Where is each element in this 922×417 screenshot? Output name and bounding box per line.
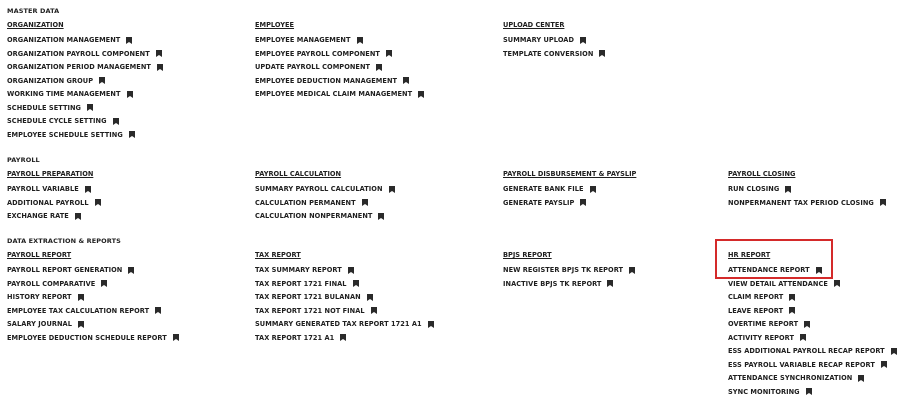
menu-item-organization-management[interactable]	[7, 34, 247, 48]
menu-item-tax-report-1721-final[interactable]	[255, 277, 495, 291]
group-header-employee[interactable]: EMPLOYEE	[255, 21, 295, 29]
menu-item-tax-report-1721-not-final[interactable]	[255, 304, 495, 318]
bookmark-icon[interactable]	[362, 199, 368, 206]
bookmark-icon[interactable]	[880, 199, 886, 206]
menu-item-employee-payroll-component[interactable]	[255, 47, 495, 61]
menu-item-label: EMPLOYEE DEDUCTION SCHEDULE REPORT	[7, 333, 167, 342]
menu-group-tax-report	[255, 250, 495, 345]
bookmark-icon[interactable]	[85, 186, 91, 193]
menu-item-label: ATTENDANCE REPORT	[728, 266, 810, 275]
group-header-payroll-report[interactable]: PAYROLL REPORT	[7, 251, 72, 259]
menu-item-label: ESS PAYROLL VARIABLE RECAP REPORT	[728, 360, 875, 369]
menu-item-label: ORGANIZATION PAYROLL COMPONENT	[7, 49, 150, 58]
bookmark-icon[interactable]	[629, 267, 635, 274]
bookmark-icon[interactable]	[376, 64, 382, 71]
section-title-master-data: MASTER DATA	[7, 7, 60, 15]
bookmark-icon[interactable]	[580, 199, 586, 206]
menu-item-leave-report[interactable]	[728, 304, 922, 318]
menu-item-label: WORKING TIME MANAGEMENT	[7, 90, 121, 99]
bookmark-icon[interactable]	[156, 50, 162, 57]
bookmark-icon[interactable]	[378, 213, 384, 220]
bookmark-icon[interactable]	[357, 37, 363, 44]
bookmark-icon[interactable]	[428, 321, 434, 328]
menu-group-employee	[255, 20, 495, 101]
menu-item-label: PAYROLL VARIABLE	[7, 185, 79, 194]
group-header-payroll-preparation[interactable]: PAYROLL PREPARATION	[7, 170, 94, 178]
menu-item-employee-medical-claim-management[interactable]	[255, 88, 495, 102]
bookmark-icon[interactable]	[389, 186, 395, 193]
menu-item-label: SUMMARY PAYROLL CALCULATION	[255, 185, 383, 194]
menu-item-schedule-cycle-setting[interactable]	[7, 115, 247, 129]
group-header-hr-report[interactable]: HR REPORT	[728, 251, 771, 259]
group-header-organization[interactable]: ORGANIZATION	[7, 21, 64, 29]
menu-group-payroll-report	[7, 250, 247, 345]
menu-item-employee-deduction-schedule-report[interactable]	[7, 331, 247, 345]
menu-item-payroll-variable[interactable]	[7, 183, 247, 197]
menu-item-new-register-bpjs-tk-report[interactable]	[503, 264, 743, 278]
bookmark-icon[interactable]	[858, 375, 864, 382]
menu-item-view-detail-attendance[interactable]	[728, 277, 922, 291]
bookmark-icon[interactable]	[599, 50, 605, 57]
menu-item-additional-payroll[interactable]	[7, 196, 247, 210]
menu-item-label: TAX REPORT 1721 BULANAN	[255, 293, 361, 302]
bookmark-icon[interactable]	[348, 267, 354, 274]
menu-group-upload-center	[503, 20, 743, 61]
bookmark-icon[interactable]	[99, 77, 105, 84]
menu-item-label: ATTENDANCE SYNCHRONIZATION	[728, 374, 853, 383]
bookmark-icon[interactable]	[418, 91, 424, 98]
bookmark-icon[interactable]	[128, 267, 134, 274]
menu-item-label: EXCHANGE RATE	[7, 212, 69, 221]
group-header-payroll-closing[interactable]: PAYROLL CLOSING	[728, 170, 796, 178]
menu-item-label: SYNC MONITORING	[728, 387, 800, 396]
bookmark-icon[interactable]	[78, 294, 84, 301]
menu-item-nonpermanent-tax-period-closing[interactable]	[728, 196, 922, 210]
menu-item-ess-additional-payroll-recap-report[interactable]	[728, 345, 922, 359]
menu-group-payroll-preparation	[7, 169, 247, 223]
menu-item-payroll-report-generation[interactable]	[7, 264, 247, 278]
menu-group-organization	[7, 20, 247, 142]
bookmark-icon[interactable]	[340, 334, 346, 341]
menu-item-label: EMPLOYEE MANAGEMENT	[255, 36, 351, 45]
menu-item-attendance-synchronization[interactable]	[728, 372, 922, 386]
menu-item-label: HISTORY REPORT	[7, 293, 72, 302]
bookmark-icon[interactable]	[126, 37, 132, 44]
section-title-data-extraction-and-reports: DATA EXTRACTION & REPORTS	[7, 237, 121, 245]
menu-item-label: VIEW DETAIL ATTENDANCE	[728, 279, 828, 288]
bookmark-icon[interactable]	[789, 294, 795, 301]
menu-item-history-report[interactable]	[7, 291, 247, 305]
menu-item-label: TAX REPORT 1721 A1	[255, 333, 335, 342]
menu-item-salary-journal[interactable]	[7, 318, 247, 332]
menu-item-label: NONPERMANENT TAX PERIOD CLOSING	[728, 198, 874, 207]
menu-item-label: ORGANIZATION GROUP	[7, 76, 94, 85]
menu-item-summary-payroll-calculation[interactable]	[255, 183, 495, 197]
menu-group-bpjs-report	[503, 250, 743, 291]
bookmark-icon[interactable]	[403, 77, 409, 84]
bookmark-icon[interactable]	[78, 321, 84, 328]
bookmark-icon[interactable]	[580, 37, 586, 44]
bookmark-icon[interactable]	[607, 280, 613, 287]
bookmark-icon[interactable]	[157, 64, 163, 71]
menu-item-payroll-comparative[interactable]	[7, 277, 247, 291]
menu-item-label: TEMPLATE CONVERSION	[503, 49, 594, 58]
group-header-tax-report[interactable]: TAX REPORT	[255, 251, 301, 259]
bookmark-icon[interactable]	[127, 91, 133, 98]
menu-item-calculation-nonpermanent[interactable]	[255, 210, 495, 224]
menu-item-employee-deduction-management[interactable]	[255, 74, 495, 88]
bookmark-icon[interactable]	[834, 280, 840, 287]
bookmark-icon[interactable]	[800, 334, 806, 341]
bookmark-icon[interactable]	[590, 186, 596, 193]
menu-item-update-payroll-component[interactable]	[255, 61, 495, 75]
menu-item-label: EMPLOYEE MEDICAL CLAIM MANAGEMENT	[255, 90, 413, 99]
bookmark-icon[interactable]	[75, 213, 81, 220]
menu-item-label: SUMMARY GENERATED TAX REPORT 1721 A1	[255, 320, 422, 329]
menu-item-label: GENERATE PAYSLIP	[503, 198, 575, 207]
bookmark-icon[interactable]	[129, 131, 135, 138]
menu-item-tax-summary-report[interactable]	[255, 264, 495, 278]
group-header-payroll-calculation[interactable]: PAYROLL CALCULATION	[255, 170, 342, 178]
bookmark-icon[interactable]	[806, 388, 812, 395]
menu-item-summary-generated-tax-report-1721-a1[interactable]	[255, 318, 495, 332]
menu-group-payroll-calculation	[255, 169, 495, 223]
highlight-box	[715, 239, 833, 279]
menu-item-label: ESS ADDITIONAL PAYROLL RECAP REPORT	[728, 347, 885, 356]
menu-item-label: GENERATE BANK FILE	[503, 185, 584, 194]
bookmark-icon[interactable]	[353, 280, 359, 287]
menu-item-employee-schedule-setting[interactable]	[7, 128, 247, 142]
menu-item-label: CLAIM REPORT	[728, 293, 784, 302]
bookmark-icon[interactable]	[881, 361, 887, 368]
menu-item-label: UPDATE PAYROLL COMPONENT	[255, 63, 371, 72]
menu-item-label: SALARY JOURNAL	[7, 320, 72, 329]
menu-item-label: RUN CLOSING	[728, 185, 780, 194]
menu-item-generate-bank-file[interactable]	[503, 183, 743, 197]
menu-item-label: OVERTIME REPORT	[728, 320, 799, 329]
bookmark-icon[interactable]	[371, 307, 377, 314]
menu-item-label: PAYROLL REPORT GENERATION	[7, 266, 123, 275]
bookmark-icon[interactable]	[101, 280, 107, 287]
menu-item-label: ORGANIZATION MANAGEMENT	[7, 36, 121, 45]
menu-item-label: SCHEDULE CYCLE SETTING	[7, 117, 107, 126]
menu-item-tax-report-1721-a1[interactable]	[255, 331, 495, 345]
menu-item-activity-report[interactable]	[728, 331, 922, 345]
menu-item-generate-payslip[interactable]	[503, 196, 743, 210]
menu-item-summary-upload[interactable]	[503, 34, 743, 48]
menu-item-calculation-permanent[interactable]	[255, 196, 495, 210]
menu-item-label: PAYROLL COMPARATIVE	[7, 279, 96, 288]
menu-item-inactive-bpjs-tk-report[interactable]	[503, 277, 743, 291]
menu-item-claim-report[interactable]	[728, 291, 922, 305]
bookmark-icon[interactable]	[785, 186, 791, 193]
menu-item-label: SUMMARY UPLOAD	[503, 36, 574, 45]
menu-item-label: EMPLOYEE SCHEDULE SETTING	[7, 130, 123, 139]
menu-item-exchange-rate[interactable]	[7, 210, 247, 224]
menu-item-label: TAX SUMMARY REPORT	[255, 266, 342, 275]
bookmark-icon[interactable]	[367, 294, 373, 301]
menu-item-run-closing[interactable]	[728, 183, 922, 197]
menu-item-tax-report-1721-bulanan[interactable]	[255, 291, 495, 305]
menu-item-label: LEAVE REPORT	[728, 306, 784, 315]
menu-item-label: EMPLOYEE DEDUCTION MANAGEMENT	[255, 76, 398, 85]
menu-item-sync-monitoring[interactable]	[728, 385, 922, 399]
menu-item-label: ORGANIZATION PERIOD MANAGEMENT	[7, 63, 151, 72]
menu-item-template-conversion[interactable]	[503, 47, 743, 61]
menu-item-label: INACTIVE BPJS TK REPORT	[503, 279, 602, 288]
section-title-payroll: PAYROLL	[7, 156, 40, 164]
menu-item-overtime-report[interactable]	[728, 318, 922, 332]
bookmark-icon[interactable]	[95, 199, 101, 206]
bookmark-icon[interactable]	[155, 307, 161, 314]
group-header-payroll-disbursement-and-payslip[interactable]: PAYROLL DISBURSEMENT & PAYSLIP	[503, 170, 637, 178]
menu-group-payroll-disbursement-and-payslip	[503, 169, 743, 210]
menu-item-working-time-management[interactable]	[7, 88, 247, 102]
bookmark-icon[interactable]	[789, 307, 795, 314]
menu-item-label: EMPLOYEE PAYROLL COMPONENT	[255, 49, 380, 58]
bookmark-icon[interactable]	[386, 50, 392, 57]
bookmark-icon[interactable]	[804, 321, 810, 328]
menu-item-organization-period-management[interactable]	[7, 61, 247, 75]
menu-item-label: CALCULATION NONPERMANENT	[255, 212, 373, 221]
menu-item-label: TAX REPORT 1721 FINAL	[255, 279, 347, 288]
group-header-upload-center[interactable]: UPLOAD CENTER	[503, 21, 565, 29]
bookmark-icon[interactable]	[87, 104, 93, 111]
menu-item-label: CALCULATION PERMANENT	[255, 198, 356, 207]
bookmark-icon[interactable]	[891, 348, 897, 355]
menu-item-organization-group[interactable]	[7, 74, 247, 88]
bookmark-icon[interactable]	[173, 334, 179, 341]
menu-group-payroll-closing	[728, 169, 922, 210]
menu-item-label: TAX REPORT 1721 NOT FINAL	[255, 306, 365, 315]
menu-item-organization-payroll-component[interactable]	[7, 47, 247, 61]
menu-item-label: ACTIVITY REPORT	[728, 333, 795, 342]
menu-item-label: ADDITIONAL PAYROLL	[7, 198, 89, 207]
menu-item-label: NEW REGISTER BPJS TK REPORT	[503, 266, 624, 275]
menu-item-employee-management[interactable]	[255, 34, 495, 48]
group-header-bpjs-report[interactable]: BPJS REPORT	[503, 251, 552, 259]
menu-item-ess-payroll-variable-recap-report[interactable]	[728, 358, 922, 372]
menu-item-label: SCHEDULE SETTING	[7, 103, 82, 112]
menu-item-schedule-setting[interactable]	[7, 101, 247, 115]
menu-item-label: EMPLOYEE TAX CALCULATION REPORT	[7, 306, 150, 315]
bookmark-icon[interactable]	[113, 118, 119, 125]
menu-item-employee-tax-calculation-report[interactable]	[7, 304, 247, 318]
